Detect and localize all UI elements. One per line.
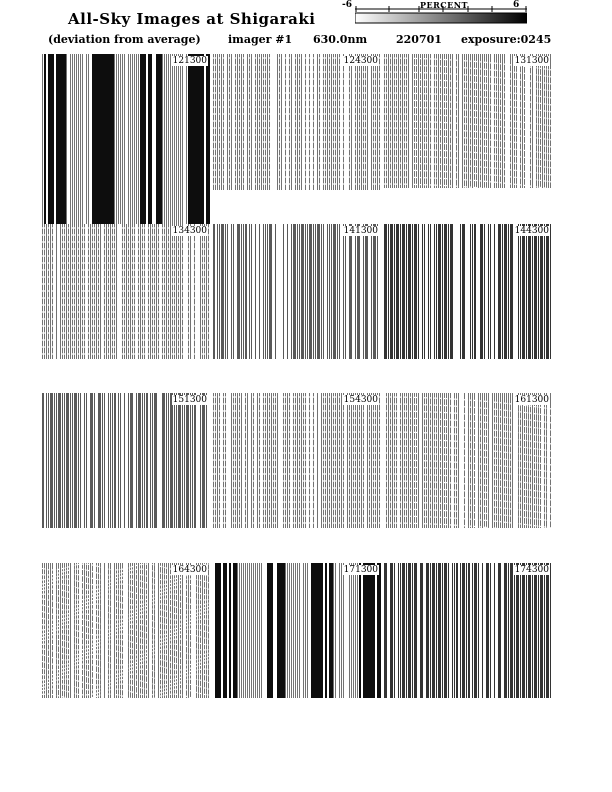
page-subtitle: (deviation from average) xyxy=(48,33,201,46)
sky-image xyxy=(213,563,381,698)
panel-time-label: 154300 xyxy=(343,395,378,405)
sky-image-panel xyxy=(213,393,381,528)
panel-time-label: 121300 xyxy=(172,56,207,66)
sky-image-panel xyxy=(213,224,381,359)
panel-time-label: 141300 xyxy=(343,226,378,236)
sky-image xyxy=(213,393,381,528)
sky-image-panel xyxy=(213,54,381,190)
wavelength-label: 630.0nm xyxy=(313,33,368,46)
sky-image xyxy=(42,224,210,359)
panel-time-label: 144300 xyxy=(514,226,549,236)
date-label: 220701 xyxy=(396,33,442,46)
panel-time-label: 151300 xyxy=(172,395,207,405)
panel-time-label: 134300 xyxy=(172,226,207,236)
sky-image xyxy=(213,224,381,359)
sky-image xyxy=(42,54,210,224)
sky-image xyxy=(384,54,552,188)
colorbar xyxy=(355,0,527,24)
sky-image-panel xyxy=(42,224,210,359)
panel-time-label: 131300 xyxy=(514,56,549,66)
sky-image-panel xyxy=(384,54,552,188)
sky-image xyxy=(213,54,381,190)
sky-image xyxy=(384,393,552,528)
sky-image-panel xyxy=(384,563,552,698)
sky-image-panel xyxy=(384,224,552,359)
sky-image-panel xyxy=(42,54,210,224)
colorbar-unit-label: PERCENT xyxy=(420,0,468,10)
imager-label: imager #1 xyxy=(228,33,293,46)
panel-time-label: 174300 xyxy=(514,565,549,575)
panel-time-label: 161300 xyxy=(514,395,549,405)
colorbar-min-label: -6 xyxy=(342,0,352,10)
sky-image-panel xyxy=(42,563,210,698)
colorbar-max-label: 6 xyxy=(513,0,520,10)
sky-image-panel xyxy=(384,393,552,528)
panel-time-label: 164300 xyxy=(172,565,207,575)
sky-image xyxy=(384,224,552,359)
sky-image xyxy=(384,563,552,698)
sky-image-panel xyxy=(42,393,210,528)
panel-time-label: 171300 xyxy=(343,565,378,575)
sky-image-panel xyxy=(213,563,381,698)
sky-image xyxy=(42,393,210,528)
exposure-label: exposure:0245 xyxy=(461,33,552,46)
page-title: All-Sky Images at Shigaraki xyxy=(68,10,316,28)
sky-image xyxy=(42,563,210,698)
panel-time-label: 124300 xyxy=(343,56,378,66)
